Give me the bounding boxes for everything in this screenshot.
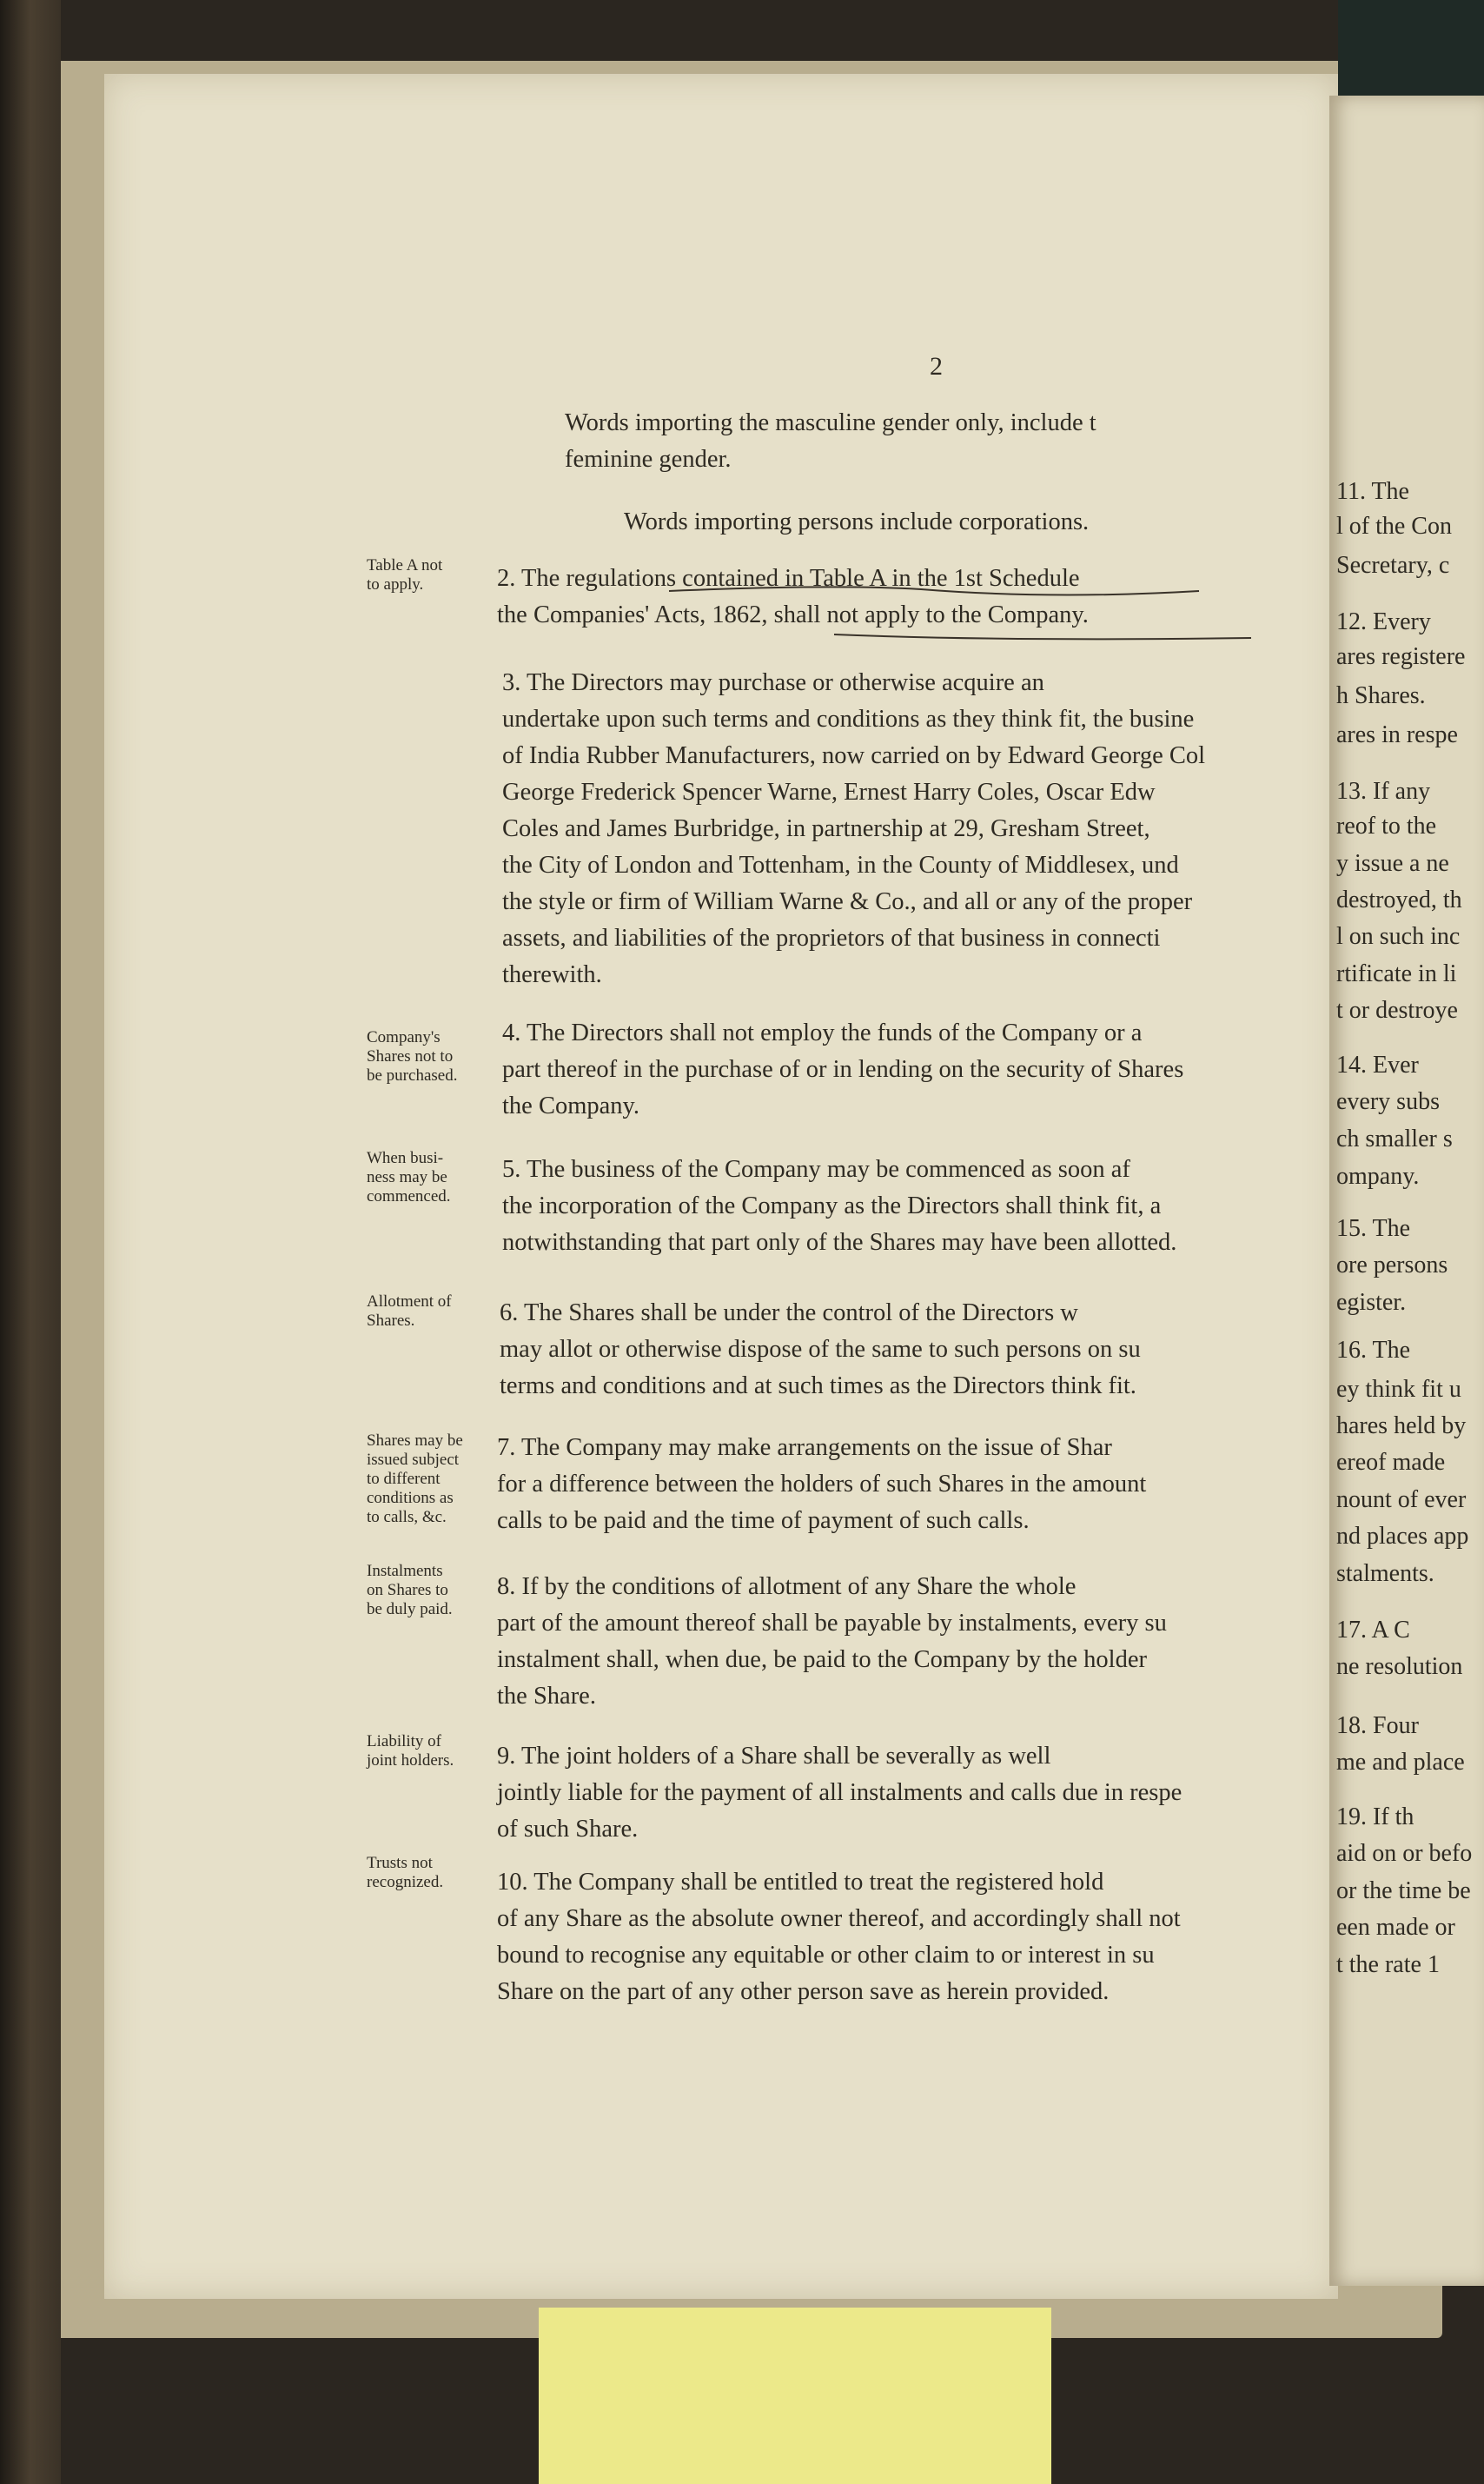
right-page-line: 11. The <box>1336 478 1409 505</box>
document-page-right <box>1329 96 1484 2286</box>
right-page-line: or the time be <box>1336 1877 1471 1904</box>
right-page-line: hares held by <box>1336 1412 1467 1439</box>
right-page-line: 16. The <box>1336 1337 1411 1364</box>
right-page-line: Secretary, c <box>1336 552 1450 579</box>
right-page-line: 15. The <box>1336 1215 1411 1242</box>
yellow-paper-tab <box>539 2308 1051 2484</box>
page-number: 2 <box>930 352 943 381</box>
right-page-line: 12. Every <box>1336 608 1431 635</box>
clause-5: 5. The business of the Company may be commenced as soon af the incorporation of the Company as the Directors shall think fit, a notwithstanding that part only of the Shares may have been allotted. <box>502 1156 1177 1256</box>
margin-note-joint-holders: Liability of joint holders. <box>367 1732 454 1770</box>
right-page-line: ne resolution <box>1336 1653 1463 1680</box>
clause-9: 9. The joint holders of a Share shall be severally as well jointly liable for the payment of all instalments and calls due in respe of such Share. <box>497 1743 1183 1843</box>
right-page-line: 14. Ever <box>1336 1052 1419 1079</box>
clause-6: 6. The Shares shall be under the control of the Directors w may allot or otherwise dispose of the same to such persons on su terms and conditions and at such times as the Directors think fit. <box>500 1299 1141 1399</box>
right-page-line: 13. If any <box>1336 778 1431 805</box>
right-page-line: me and place <box>1336 1749 1465 1776</box>
right-page-line: egister. <box>1336 1289 1407 1316</box>
right-page-line: ch smaller s <box>1336 1126 1453 1152</box>
right-page-line: reof to the <box>1336 813 1437 840</box>
margin-note-allotment: Allotment of Shares. <box>367 1292 452 1330</box>
right-page-line: ares registere <box>1336 643 1466 670</box>
right-page-line: 17. A C <box>1336 1617 1410 1644</box>
right-page-line: destroyed, th <box>1336 887 1462 913</box>
background-corner <box>1338 0 1484 96</box>
right-page-line: l of the Con <box>1336 513 1452 540</box>
definition-masculine: Words importing the masculine gender only, include t feminine gender. <box>565 409 1096 473</box>
right-page-line: every subs <box>1336 1088 1440 1115</box>
clause-7: 7. The Company may make arrangements on the issue of Shar for a difference between the holders of such Shares in the amount calls to be paid and the time of payment of such calls. <box>497 1434 1147 1534</box>
margin-note-shares-subject: Shares may be issued subject to different conditions as to calls, &c. <box>367 1431 463 1526</box>
right-page-line: aid on or befo <box>1336 1840 1473 1867</box>
clause-3: 3. The Directors may purchase or otherwise acquire an undertake upon such terms and conditions as they think fit, the busine of India Rubber Manufacturers, now carried on by Edward George Col George Frederick Spencer Warne, Ernest Harry Coles, Oscar Edw Coles and James Burbridge, in partnership at 29, Gresham Street, the City of London and Tottenham, in the County of Middlesex, und the style or firm of William Warne & Co., and all or any of the proper assets, and liabilities of the proprietors of that business in connecti therewith. <box>502 669 1206 988</box>
right-page-line: l on such inc <box>1336 923 1461 950</box>
right-page-line: y issue a ne <box>1336 850 1449 877</box>
margin-note-business-commenced: When busi- ness may be commenced. <box>367 1149 451 1205</box>
margin-note-instalments: Instalments on Shares to be duly paid. <box>367 1562 453 1618</box>
right-page-line: 18. Four <box>1336 1712 1419 1739</box>
right-page-line: ares in respe <box>1336 721 1458 748</box>
pencil-underline <box>660 565 1338 652</box>
definition-persons: Words importing persons include corporations. <box>624 508 1090 535</box>
right-page-line: stalments. <box>1336 1560 1434 1587</box>
right-page-line: een made or <box>1336 1914 1455 1941</box>
clause-8: 8. If by the conditions of allotment of any Share the whole part of the amount thereof shall be payable by instalments, every su instalment shall, when due, be paid to the Company by the holder the Share. <box>497 1573 1167 1710</box>
margin-note-trusts: Trusts not recognized. <box>367 1854 444 1891</box>
margin-note-table-a: Table A not to apply. <box>367 556 443 594</box>
right-page-line: ompany. <box>1336 1163 1420 1190</box>
book-binding <box>0 0 61 2484</box>
right-page-line: nount of ever <box>1336 1486 1467 1513</box>
right-page-line: ey think fit u <box>1336 1376 1461 1403</box>
clause-2: 2. The regulations contained in Table A in the 1st Schedule the Companies' Acts, 1862, shall not apply to the Company. <box>497 565 1089 628</box>
right-page-line: rtificate in li <box>1336 960 1457 987</box>
margin-note-shares-not-purchased: Company's Shares not to be purchased. <box>367 1028 458 1085</box>
right-page-line: ore persons <box>1336 1252 1448 1279</box>
right-page-line: h Shares. <box>1336 682 1426 709</box>
right-page-line: ereof made <box>1336 1449 1446 1476</box>
clause-4: 4. The Directors shall not employ the funds of the Company or a part thereof in the purchase of or in lending on the security of Shares the Company. <box>502 1020 1184 1119</box>
right-page-line: t or destroye <box>1336 997 1458 1024</box>
right-page-line: t the rate 1 <box>1336 1951 1440 1978</box>
right-page-line: 19. If th <box>1336 1803 1414 1830</box>
clause-10: 10. The Company shall be entitled to treat the registered hold of any Share as the absolute owner thereof, and accordingly shall not bound to recognise any equitable or other claim to or interest in su Share on the part of any other person save as herein provided. <box>497 1869 1181 2005</box>
right-page-line: nd places app <box>1336 1523 1469 1550</box>
